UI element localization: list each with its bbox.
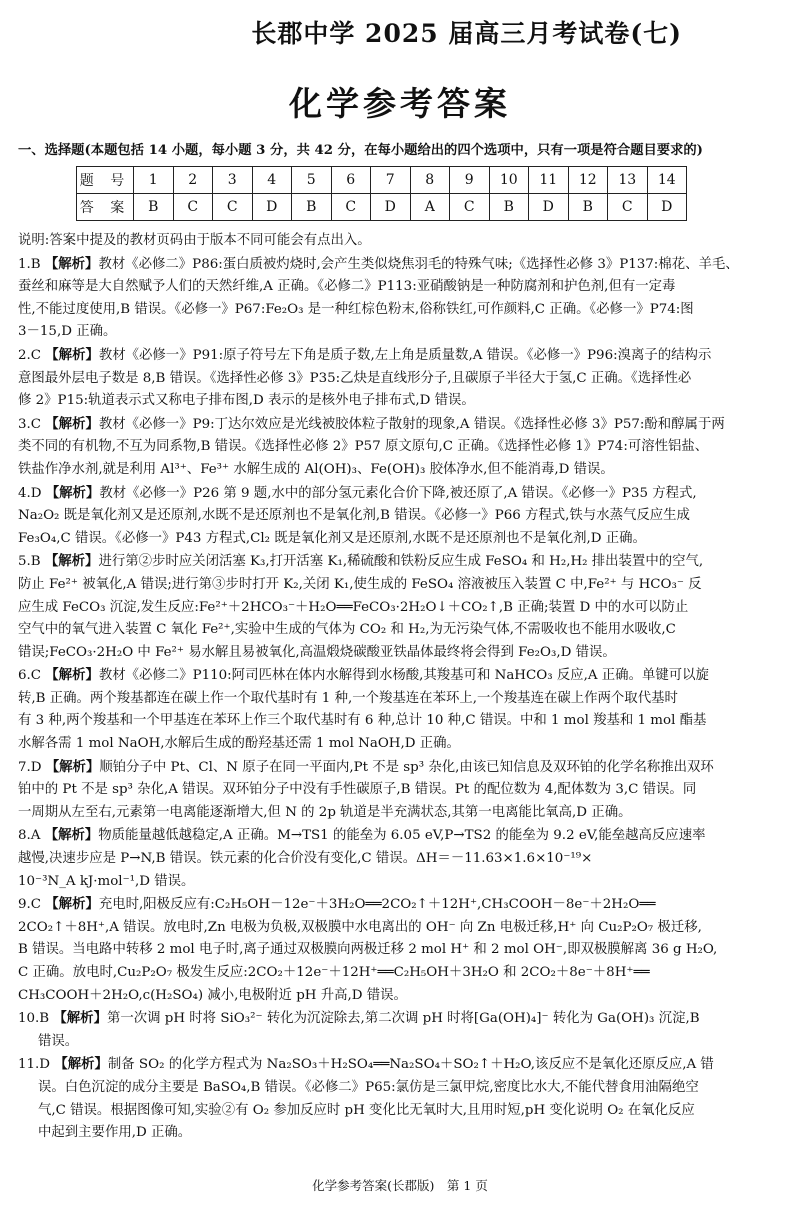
- question-number: 13: [608, 167, 648, 194]
- answer-cell: B: [134, 194, 174, 221]
- answer-cell: C: [450, 194, 490, 221]
- item-head: 4.D: [18, 485, 42, 501]
- answer-cell: C: [608, 194, 648, 221]
- analysis-tag: 【解析】: [44, 827, 99, 844]
- explanation-item: [18, 344, 782, 413]
- item-head: 5.B: [18, 554, 41, 570]
- question-number: 2: [173, 167, 213, 194]
- analysis-tag: 【解析】: [45, 346, 99, 363]
- item-head: 3.C: [18, 416, 42, 432]
- item-line: 中起到主要作用,D 正确。: [38, 1125, 192, 1141]
- answer-cell: B: [292, 194, 332, 221]
- item-head: 1.B: [18, 256, 41, 272]
- analysis-tag: 【解析】: [45, 896, 99, 913]
- item-line: 教材《必修二》P110:阿司匹林在体内水解得到水杨酸,其羧基可和 NaHCO₃ 反应,A 正确。单键可以旋: [98, 668, 709, 684]
- answer-cell: C: [331, 194, 371, 221]
- item-line: 铁盐作净水剂,就是利用 Al³⁺、Fe³⁺ 水解生成的 Al(OH)₃、Fe(OH)₃ 胶体净水,但不能消毒,D 错误。: [18, 461, 614, 477]
- answer-cell: B: [489, 194, 529, 221]
- question-number: 5: [292, 167, 332, 194]
- explanation-item: [18, 893, 782, 1007]
- item-line: 错误;FeCO₃·2H₂O 中 Fe²⁺ 易水解且易被氧化,高温煅烧碳酸亚铁晶体最终将会得到 Fe₂O₃,D 错误。: [18, 644, 616, 660]
- item-line: 顺铂分子中 Pt、Cl、N 原子在同一平面内,Pt 不是 sp³ 杂化,由该已知信息及双环铂的化学名称推出双环: [99, 759, 714, 775]
- item-line: 教材《必修一》P26 第 9 题,水中的部分氢元素化合价下降,被还原了,A 错误。《必修一》P35 方程式,: [99, 485, 697, 501]
- question-number: 12: [568, 167, 608, 194]
- item-head: 8.A: [18, 828, 41, 844]
- explanation-item: [18, 1053, 782, 1144]
- exam-title: 长郡中学 2025 届高三月考试卷(七): [251, 19, 682, 48]
- item-line: 空气中的氧气进入装置 C 氧化 Fe²⁺,实验中生成的气体为 CO₂ 和 H₂,为无污染气体,不需吸收也不能用水吸收,C: [18, 622, 676, 638]
- item-line: CH₃COOH＋2H₂O,c(H₂SO₄) 减小,电极附近 pH 升高,D 错误。: [18, 987, 407, 1003]
- question-number: 6: [331, 167, 371, 194]
- answer-cell: D: [647, 194, 687, 221]
- explanation-item: [18, 550, 782, 664]
- item-line: 进行第②步时应关闭活塞 K₃,打开活塞 K₁,稀硫酸和铁粉反应生成 FeSO₄ 和 H₂,H₂ 排出装置中的空气,: [98, 554, 704, 570]
- item-line: 水解各需 1 mol NaOH,水解后生成的酚羟基还需 1 mol NaOH,D 正确。: [18, 736, 460, 752]
- question-number: 10: [489, 167, 529, 194]
- item-line: B 错误。当电路中转移 2 mol 电子时,离子通过双极膜向两极迁移 2 mol H⁺ 和 2 mol OH⁻,即双极膜解离 36 g H₂O,: [18, 942, 718, 958]
- question-number: 1: [134, 167, 174, 194]
- item-line: 转,B 正确。两个羧基都连在碳上作一个取代基时有 1 种,一个羧基连在苯环上,一个羧基连在碳上作两个取代基时: [18, 690, 678, 706]
- item-line: 误。白色沉淀的成分主要是 BaSO₄,B 错误。《必修二》P65:氯仿是三氯甲烷,密度比水大,不能代替食用油隔绝空: [38, 1079, 699, 1095]
- item-line: 充电时,阳极反应有:C₂H₅OH－12e⁻＋3H₂O══2CO₂↑＋12H⁺,CH₃COOH－8e⁻＋2H₂O══: [98, 897, 656, 913]
- note-text: 说明:答案中提及的教材页码由于版本不同可能会有点出入。: [18, 233, 371, 248]
- item-head: 6.C: [18, 668, 42, 684]
- analysis-tag: 【解析】: [54, 1056, 108, 1073]
- item-line: 一周期从左至右,元素第一电离能逐渐增大,但 N 的 2p 轨道是半充满状态,其第一电离能比氧高,D 正确。: [18, 804, 632, 820]
- question-number: 7: [371, 167, 411, 194]
- item-line: 越慢,决速步应是 P→N,B 错误。铁元素的化合价没有变化,C 错误。ΔH＝－11.63×1.6×10⁻¹⁹×: [18, 851, 593, 867]
- doc-title: 化学参考答案: [289, 84, 511, 123]
- question-number: 14: [647, 167, 687, 194]
- analysis-tag: 【解析】: [45, 415, 99, 432]
- answer-cell: D: [252, 194, 292, 221]
- page-footer: 化学参考答案(长郡版) 第 1 页: [312, 1178, 488, 1193]
- analysis-tag: 【解析】: [45, 758, 100, 775]
- analysis-tag: 【解析】: [53, 1010, 107, 1027]
- item-head: 11.D: [18, 1057, 51, 1073]
- item-line: 错误。: [38, 1033, 79, 1049]
- explanation-item: [18, 824, 782, 893]
- item-head: 9.C: [18, 897, 42, 913]
- item-head: 2.C: [18, 347, 42, 363]
- row-label-answer: 答 案: [77, 194, 134, 221]
- explanation-item: [18, 1007, 782, 1053]
- question-number: 9: [450, 167, 490, 194]
- answer-cell: B: [568, 194, 608, 221]
- analysis-tag: 【解析】: [45, 667, 99, 684]
- item-line: 教材《必修一》P9:丁达尔效应是光线被胶体粒子散射的现象,A 错误。《选择性必修 3》P57:酚和醇属于两: [98, 416, 725, 432]
- explanations: [18, 230, 782, 1145]
- item-line: 气,C 错误。根据图像可知,实验②有 O₂ 参加反应时 pH 变化比无氧时大,且用时短,pH 变化说明 O₂ 在氧化反应: [38, 1102, 695, 1118]
- item-line: C 正确。放电时,Cu₂P₂O₇ 极发生反应:2CO₂＋12e⁻＋12H⁺══C₂H₅OH＋3H₂O 和 2CO₂＋8e⁻＋8H⁺══: [18, 965, 650, 980]
- answer-cell: D: [371, 194, 411, 221]
- explanation-item: [18, 756, 782, 825]
- question-number: 11: [529, 167, 569, 194]
- explanation-item: [18, 413, 782, 482]
- question-number: 3: [213, 167, 253, 194]
- item-head: 7.D: [18, 759, 42, 775]
- row-label-number: 题 号: [77, 167, 134, 194]
- analysis-tag: 【解析】: [45, 484, 100, 501]
- item-line: Fe₃O₄,C 错误。《必修一》P43 方程式,Cl₂ 既是氧化剂又是还原剂,水既不是还原剂也不是氧化剂,D 正确。: [18, 530, 646, 546]
- explanation-item: [18, 253, 782, 344]
- item-line: 防止 Fe²⁺ 被氧化,A 错误;进行第③步时打开 K₂,关闭 K₁,使生成的 FeSO₄ 溶液被压入装置 C 中,Fe²⁺ 与 HCO₃⁻ 反: [18, 576, 702, 592]
- answer-table-row-answers: [77, 194, 687, 221]
- answer-cell: C: [213, 194, 253, 221]
- answer-cell: C: [173, 194, 213, 221]
- item-line: 修 2》P15:轨道表示式又称电子排布图,D 表示的是核外电子排布式,D 错误。: [18, 393, 475, 409]
- item-line: 2CO₂↑＋8H⁺,A 错误。放电时,Zn 电极为负极,双极膜中水电离出的 OH⁻ 向 Zn 电极迁移,H⁺ 向 Cu₂P₂O₇ 极迁移,: [18, 919, 702, 935]
- item-line: 蚕丝和麻等是大自然赋予人们的天然纤维,A 正确。《必修二》P113:亚硝酸钠是一种防腐剂和护色剂,但有一定毒: [18, 279, 676, 295]
- item-line: 物质能量越低越稳定,A 正确。M→TS1 的能垒为 6.05 eV,P→TS2 的能垒为 9.2 eV,能垒越高反应速率: [98, 828, 706, 844]
- item-line: Na₂O₂ 既是氧化剂又是还原剂,水既不是还原剂也不是氧化剂,B 错误。《必修一》P66 方程式,铁与水蒸气反应生成: [18, 508, 690, 524]
- item-line: 类不同的有机物,不互为同系物,B 错误。《选择性必修 2》P57 原文原句,C 正确。《选择性必修 1》P74:可溶性铝盐、: [18, 439, 709, 455]
- answer-table-row-numbers: [77, 167, 687, 194]
- question-number: 8: [410, 167, 450, 194]
- item-line: 制备 SO₂ 的化学方程式为 Na₂SO₃＋H₂SO₄══Na₂SO₄＋SO₂↑＋H₂O,该反应不是氧化还原反应,A 错: [107, 1057, 714, 1073]
- item-line: 铂中的 Pt 不是 sp³ 杂化,A 错误。双环铂分子中没有手性碳原子,B 错误。Pt 的配位数为 4,配体数为 3,C 错误。同: [18, 782, 697, 798]
- explanation-item: [18, 482, 782, 551]
- item-line: 教材《必修一》P91:原子符号左下角是质子数,左上角是质量数,A 错误。《必修一》P96:溴离子的结构示: [98, 347, 712, 363]
- question-number: 4: [252, 167, 292, 194]
- answer-cell: A: [410, 194, 450, 221]
- item-line: 教材《必修二》P86:蛋白质被灼烧时,会产生类似烧焦羽毛的特殊气味;《选择性必修 3》P137:棉花、羊毛、: [98, 256, 739, 272]
- item-line: 10⁻³N_A kJ·mol⁻¹,D 错误。: [18, 873, 195, 889]
- analysis-tag: 【解析】: [44, 553, 99, 570]
- analysis-tag: 【解析】: [44, 255, 99, 272]
- answer-table: [76, 166, 687, 221]
- item-line: 应生成 FeCO₃ 沉淀,发生反应:Fe²⁺＋2HCO₃⁻＋H₂O══FeCO₃·2H₂O↓＋CO₂↑,B 正确;装置 D 中的水可以防止: [18, 599, 689, 615]
- item-line: 性,不能过度使用,B 错误。《必修一》P67:Fe₂O₃ 是一种红棕色粉末,俗称铁红,可作颜料,C 正确。《必修一》P74:图: [18, 301, 694, 317]
- item-line: 有 3 种,两个羧基和一个甲基连在苯环上作三个取代基时有 6 种,总计 10 种,C 错误。中和 1 mol 羧基和 1 mol 酯基: [18, 713, 707, 729]
- item-head: 10.B: [18, 1011, 50, 1027]
- section-heading: 一、选择题(本题包括 14 小题，每小题 3 分，共 42 分，在每小题给出的四个选项中，只有一项是符合题目要求的): [18, 143, 703, 158]
- answer-cell: D: [529, 194, 569, 221]
- item-line: 意图最外层电子数是 8,B 错误。《选择性必修 3》P35:乙炔是直线形分子,且碳原子半径大于氢,C 正确。《选择性必: [18, 370, 692, 386]
- item-line: 3－15,D 正确。: [18, 324, 117, 340]
- item-line: 第一次调 pH 时将 SiO₃²⁻ 转化为沉淀除去,第二次调 pH 时将[Ga(OH)₄]⁻ 转化为 Ga(OH)₃ 沉淀,B: [106, 1011, 700, 1027]
- explanation-item: [18, 664, 782, 755]
